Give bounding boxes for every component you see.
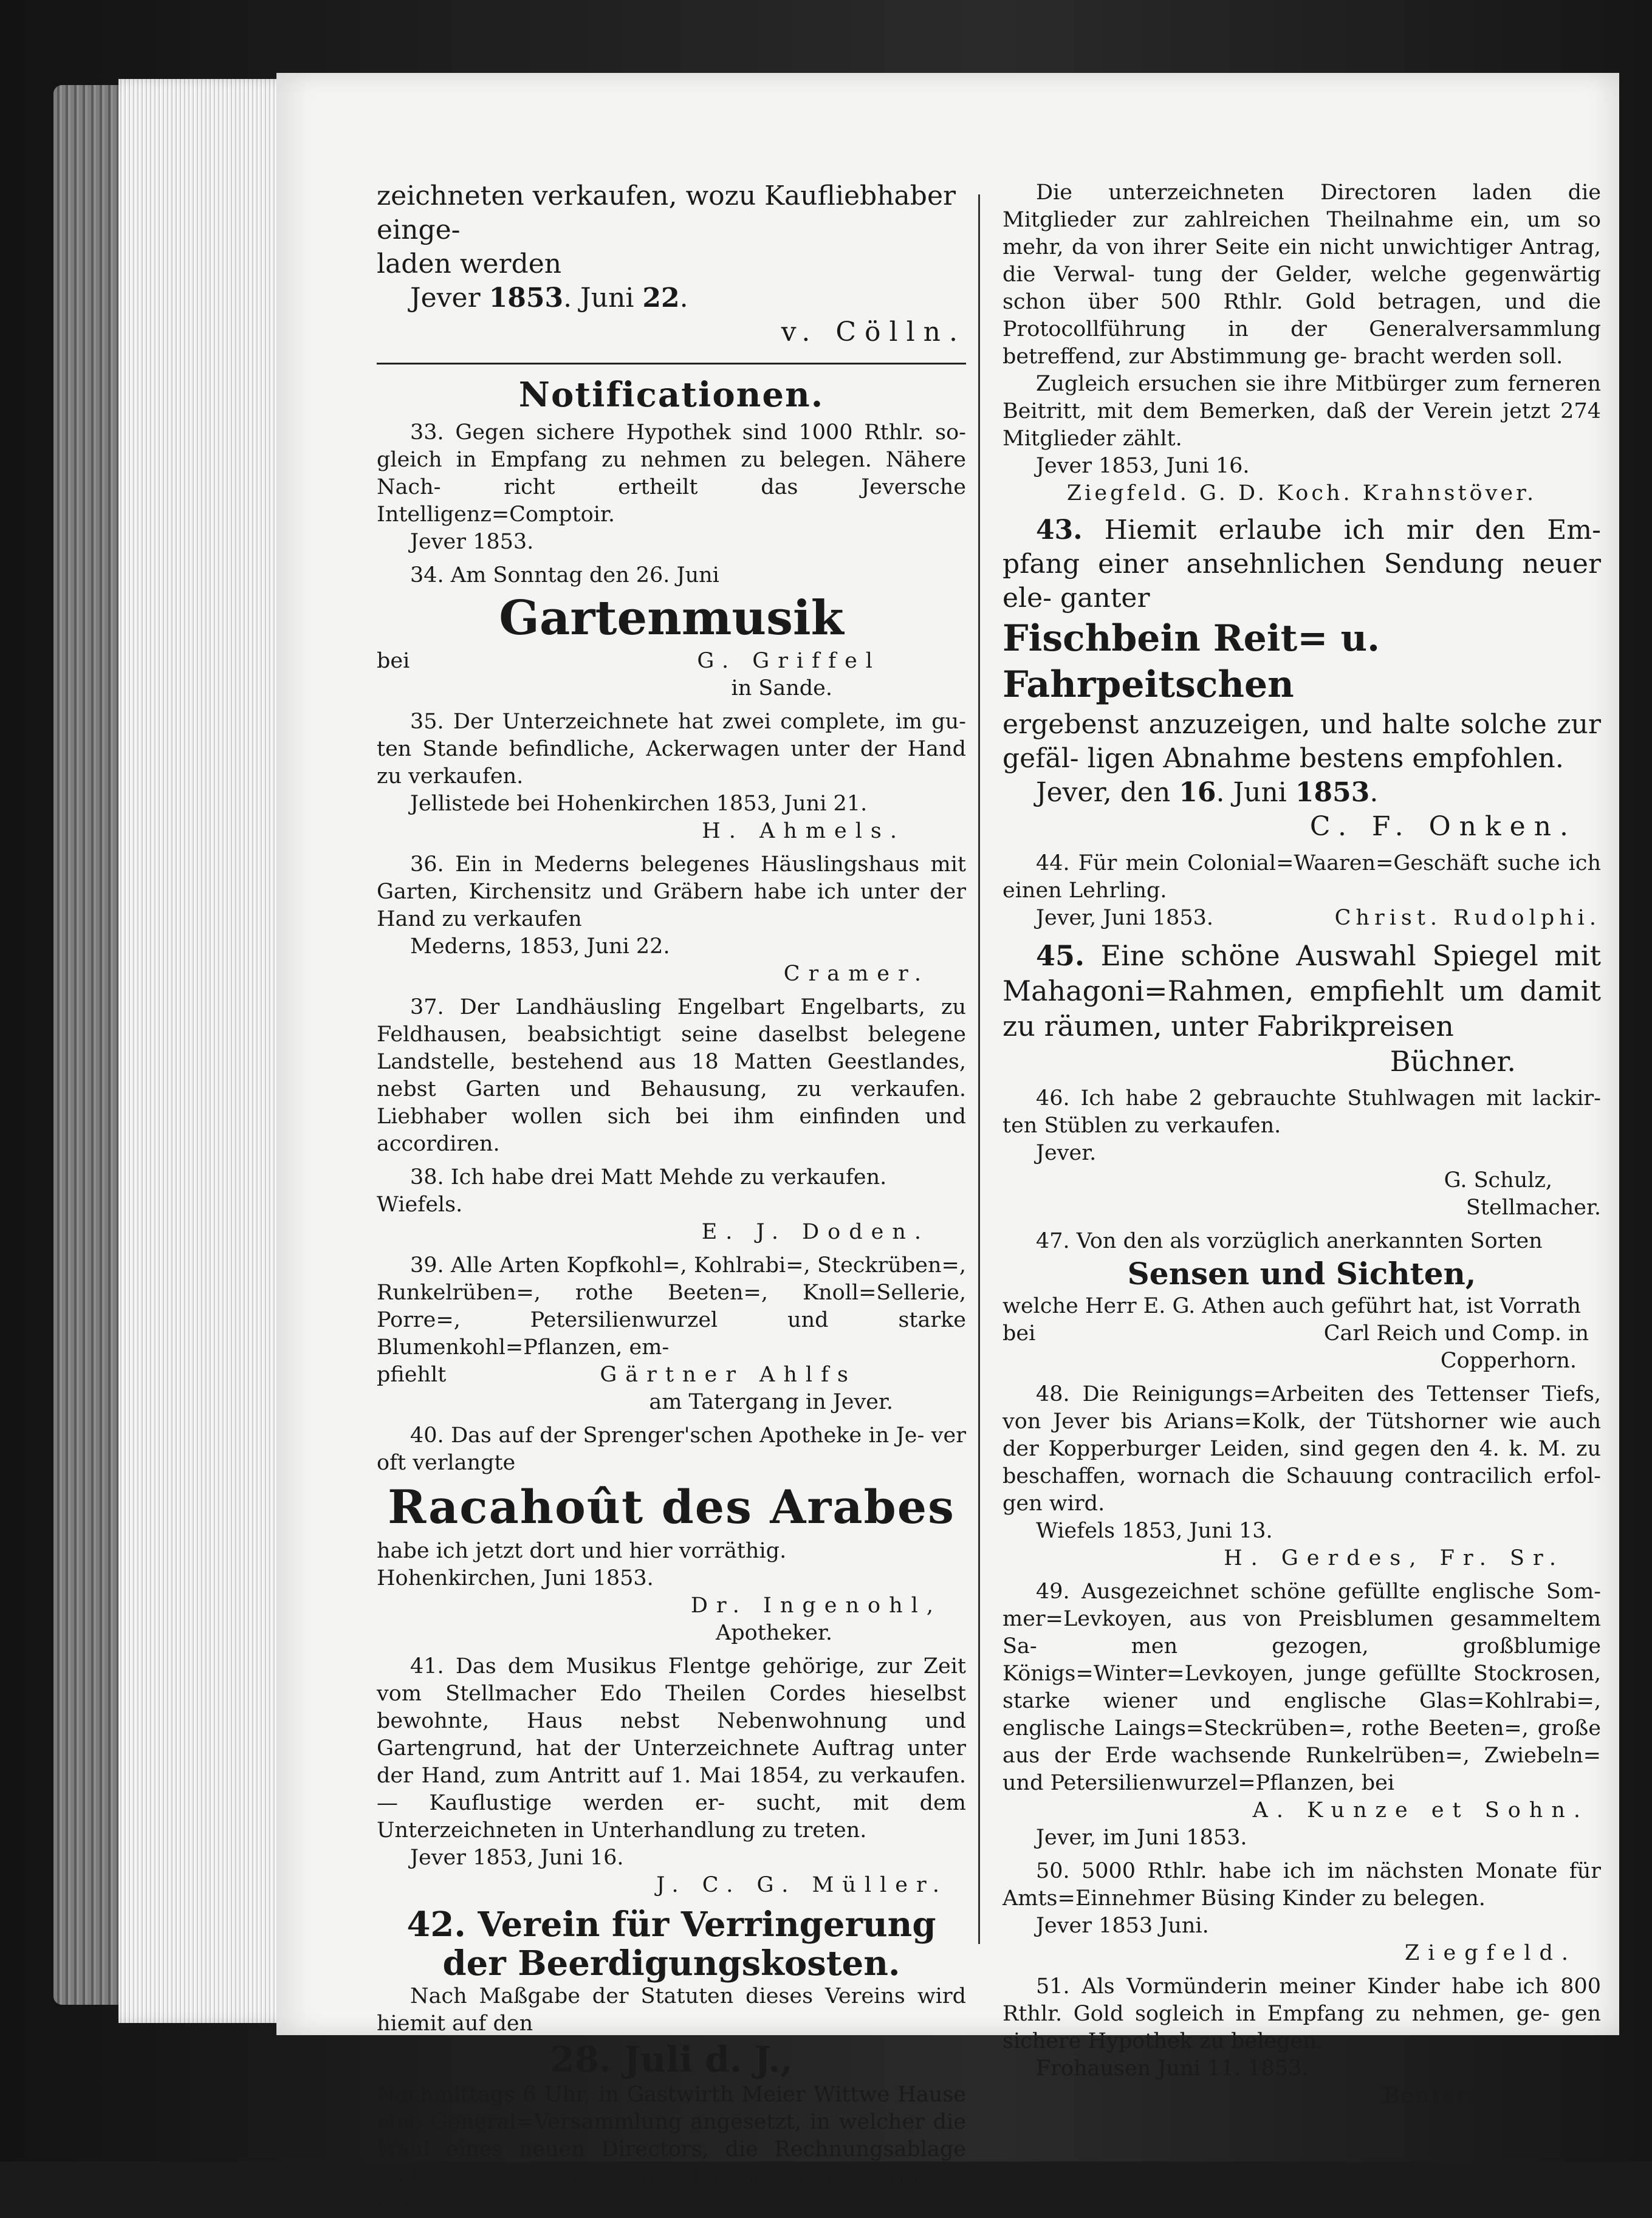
notice-47-text: 47. Von den als vorzüglich anerkannten Sorten bbox=[1036, 1229, 1543, 1253]
notice-44-row bbox=[1003, 905, 1601, 932]
notice-34-place: in Sande. bbox=[731, 676, 832, 700]
book-cover-edge bbox=[53, 85, 126, 2005]
notice-43-signature: C. F. Onken. bbox=[1309, 811, 1577, 842]
notice-42-cont-text: Die unterzeichneten Directoren laden die Mitglieder zur zahlreichen Theilnahme ein, um so mehr, da von ihrer Seite ein nicht unwichtiger Antrag, die Verwal- tung der Gelder, welche gegenwärtig schon über 500 Rthlr. Gold betragen, und die Protocollführung in der Generalversammlung betreffend, zur Abstimmung ge- bracht werden soll. bbox=[1003, 180, 1601, 369]
notice-36-text: 36. Ein in Mederns belegenes Häuslingshaus mit Garten, Kirchensitz und Gräbern habe ich unter der Hand zu verkaufen bbox=[377, 852, 966, 931]
notice-48-date: Wiefels 1853, Juni 13. bbox=[1036, 1519, 1273, 1543]
notice-42-cont-date: Jever 1853, Juni 16. bbox=[1036, 454, 1250, 478]
notice-36-signature: Cramer. bbox=[783, 962, 930, 986]
notice-34-sign-row bbox=[377, 648, 966, 675]
notice-34-name: G. Griffel bbox=[697, 649, 881, 673]
notice-51-text: 51. Als Vormünderin meiner Kinder habe ich 800 Rthlr. Gold sogleich in Empfang zu nehmen, ge- gen sichere Hypothek zu belegen. bbox=[1003, 1974, 1601, 2053]
notice-45-signature: Büchner. bbox=[1390, 1045, 1516, 1078]
notice-44-signature: Christ. Rudolphi. bbox=[1334, 906, 1601, 930]
notice-38-signature: E. J. Doden. bbox=[701, 1220, 930, 1244]
notice-50-signature: Ziegfeld. bbox=[1404, 1941, 1577, 1965]
notice-47-text2: welche Herr E. G. Athen auch geführt hat, ist Vorrath bbox=[1003, 1294, 1581, 1318]
notice-42-date-headline: 28. Juli d. J., bbox=[550, 2039, 793, 2080]
notice-33-date: Jever 1853. bbox=[410, 530, 534, 554]
notice-33-text: 33. Gegen sichere Hypothek sind 1000 Rthlr. so- gleich in Empfang zu nehmen zu belegen. Nähere Nach- richt ertheilt das Jeversche Intelligenz=Comptoir. bbox=[377, 420, 966, 527]
notice-34-headline: Gartenmusik bbox=[499, 590, 844, 646]
notice-40-text: 40. Das auf der Sprenger'schen Apotheke in Je- ver oft verlangte bbox=[377, 1423, 966, 1475]
notice-39-name: Gärtner Ahlfs bbox=[600, 1363, 857, 1387]
notice-49-text: 49. Ausgezeichnet schöne gefüllte englische Som- mer=Levkoyen, aus von Preisblumen gesammeltem Sa- men gezogen, großblumige Königs=Winter=Levkoyen, junge gefüllte Stockrosen, starke wiener und englische Glas=Kohlrabi=, englische Laings=Steckrüben=, rothe Beeten=, große aus der Erde wachsende Runkelrüben=, Zwiebeln= und Petersilienwurzel=Pflanzen, bei bbox=[1003, 1580, 1601, 1795]
notice-37-text: 37. Der Landhäusling Engelbart Engelbarts, zu Feldhausen, beabsichtigt seine daselbst belegene Landstelle, bestehend aus 18 Matten Geestlandes, nebst Garten und Behausung, zu verkaufen. Liebhaber wollen sich bei ihm einfinden und accordiren. bbox=[377, 995, 966, 1156]
notice-43-headline: Fischbein Reit= u. Fahrpeitschen bbox=[1003, 617, 1380, 706]
section-rule bbox=[377, 363, 966, 365]
notice-43-body: Hiemit erlaube ich mir den Em- pfang einer ansehnlichen Sendung neuer ele- ganter bbox=[1003, 515, 1601, 614]
notice-34-text: 34. Am Sonntag den 26. Juni bbox=[410, 563, 719, 587]
notice-44-date: Jever, Juni 1853. bbox=[1036, 906, 1213, 930]
notice-42-text: Nach Maßgabe der Statuten dieses Vereins wird hiemit auf den bbox=[377, 1984, 966, 2036]
notice-43-number: 43. bbox=[1036, 515, 1083, 546]
intro-line-1: zeichneten verkaufen, wozu Kaufliebhaber einge- bbox=[377, 180, 956, 245]
notice-40-date: Hohenkirchen, Juni 1853. bbox=[377, 1566, 654, 1590]
notice-40-headline: Racahoût des Arabes bbox=[388, 1480, 955, 1534]
notice-40-title: Apotheker. bbox=[715, 1621, 832, 1645]
notice-36-date: Mederns, 1853, Juni 22. bbox=[410, 934, 670, 959]
notice-46-name: G. Schulz, bbox=[1444, 1168, 1552, 1193]
notice-45-number: 45. bbox=[1036, 939, 1085, 972]
notice-47-bei: bei bbox=[1003, 1321, 1036, 1346]
notice-35-text: 35. Der Unterzeichnete hat zwei complete, im gu- ten Stande befindliche, Ackerwagen unter der Hand zu verkaufen. bbox=[377, 710, 966, 789]
notice-38-text: 38. Ich habe drei Matt Mehde zu verkaufen. bbox=[410, 1165, 887, 1189]
notice-47-place: Copperhorn. bbox=[1440, 1349, 1577, 1373]
intro-line-2: laden werden bbox=[377, 248, 562, 279]
notice-35-signature: H. Ahmels. bbox=[702, 819, 905, 843]
notice-47-name: Carl Reich und Comp. in bbox=[1323, 1321, 1589, 1346]
notice-41-date: Jever 1853, Juni 16. bbox=[410, 1846, 624, 1870]
notice-50-date: Jever 1853 Juni. bbox=[1036, 1914, 1209, 1938]
notice-47-sign-row bbox=[1003, 1320, 1601, 1347]
notice-42-cont-text2: Zugleich ersuchen sie ihre Mitbürger zum ferneren Beitritt, mit dem Bemerken, daß der Verein jetzt 274 Mitglieder zählt. bbox=[1003, 372, 1601, 451]
notice-42-headline: 42. Verein für Verringerung der Beerdigungskosten. bbox=[406, 1905, 936, 1984]
notice-39-last: pfiehlt bbox=[377, 1363, 447, 1387]
notice-43-date: Jever, den 16. Juni 1853. bbox=[1036, 777, 1379, 808]
notice-49-date: Jever, im Juni 1853. bbox=[1036, 1826, 1247, 1850]
notice-38-place: Wiefels. bbox=[377, 1193, 463, 1217]
notice-34-bei: bei bbox=[377, 649, 410, 673]
notice-45-body: Eine schöne Auswahl Spiegel mit Mahagoni=Rahmen, empfiehlt um damit zu räumen, unter Fabrikpreisen bbox=[1003, 939, 1601, 1042]
notice-51-date: Frohausen Juni 11. 1853. bbox=[1036, 2056, 1309, 2081]
notice-48-text: 48. Die Reinigungs=Arbeiten des Tettenser Tiefs, von Jever bis Arians=Kolk, der Tütshorner wie auch der Kopperburger Leiden, sind gegen den 4. k. M. zu beschaffen, wornach die Schauung contracilich erfol- gen wird. bbox=[1003, 1382, 1601, 1516]
notice-39-text: 39. Alle Arten Kopfkohl=, Kohlrabi=, Steckrüben=, Runkelrüben=, rothe Beeten=, Knoll=Sellerie, Porre=, Petersilienwurzel und starke Blumenkohl=Pflanzen, em- bbox=[377, 1253, 966, 1360]
notice-45-text bbox=[1003, 938, 1601, 1044]
notice-39-sign-row bbox=[377, 1361, 966, 1389]
notice-51-signature: Benters, Wwe. bbox=[1383, 2084, 1565, 2108]
section-title: Notificationen. bbox=[518, 375, 824, 415]
notice-49-signature: A. Kunze et Sohn. bbox=[1252, 1798, 1589, 1823]
notice-40-name: Dr. Ingenohl, bbox=[690, 1593, 942, 1618]
notice-46-text: 46. Ich habe 2 gebrauchte Stuhlwagen mit lackir- ten Stüblen zu verkaufen. bbox=[1003, 1086, 1601, 1138]
notice-46-place: Jever. bbox=[1036, 1141, 1097, 1165]
column-divider bbox=[978, 194, 980, 1944]
notice-43-text2: ergebenst anzuzeigen, und halte solche zur gefäl- ligen Abnahme bestens empfohlen. bbox=[1003, 709, 1601, 774]
notice-44-text: 44. Für mein Colonial=Waaren=Geschäft suche ich einen Lehrling. bbox=[1003, 851, 1601, 903]
notice-50-text: 50. 5000 Rthlr. habe ich im nächsten Monate für Amts=Einnehmer Büsing Kinder zu belegen. bbox=[1003, 1859, 1601, 1911]
notice-47-headline: Sensen und Sichten, bbox=[1127, 1256, 1476, 1292]
intro-signature: v. Cölln. bbox=[781, 317, 966, 347]
notice-42-text2: Nachmittags 6 Uhr, in Gastwirth Meier Wittwe Hause eine General=Versammlung angesetzt, in welcher die Wahl eines neuen Directors, die Rechnungsablage und etwaige Abänderung der Statuten stattfinden muß. bbox=[377, 2083, 966, 2216]
notice-43-text bbox=[1003, 513, 1601, 615]
intro-date: Jever 1853. Juni 22. bbox=[410, 282, 688, 313]
right-column bbox=[1003, 179, 1601, 2110]
notice-41-signature: J. C. G. Müller. bbox=[656, 1873, 948, 1897]
notice-40-text2: habe ich jetzt dort und hier vorräthig. bbox=[377, 1539, 787, 1563]
left-column bbox=[377, 179, 966, 2218]
notice-42-cont-signatures: Ziegfeld. G. D. Koch. Krahnstöver. bbox=[1066, 481, 1537, 505]
notice-39-place: am Tatergang in Jever. bbox=[649, 1390, 893, 1414]
notice-35-date: Jellistede bei Hohenkirchen 1853, Juni 21. bbox=[410, 792, 868, 816]
notice-48-signature: H. Gerdes, Fr. Sr. bbox=[1224, 1546, 1565, 1570]
notice-41-text: 41. Das dem Musikus Flentge gehörige, zur Zeit vom Stellmacher Edo Theilen Cordes hieselbst bewohnte, Haus nebst Nebenwohnung und Gartengrund, hat der Unterzeichnete Auftrag unter der Hand, zum Antritt auf 1. Mai 1854, zu verkaufen. — Kauflustige werden er- sucht, mit dem Unterzeichneten in Unterhandlung zu treten. bbox=[377, 1654, 966, 1843]
page-stack-edge bbox=[118, 79, 295, 2023]
notice-46-title: Stellmacher. bbox=[1465, 1196, 1601, 1220]
